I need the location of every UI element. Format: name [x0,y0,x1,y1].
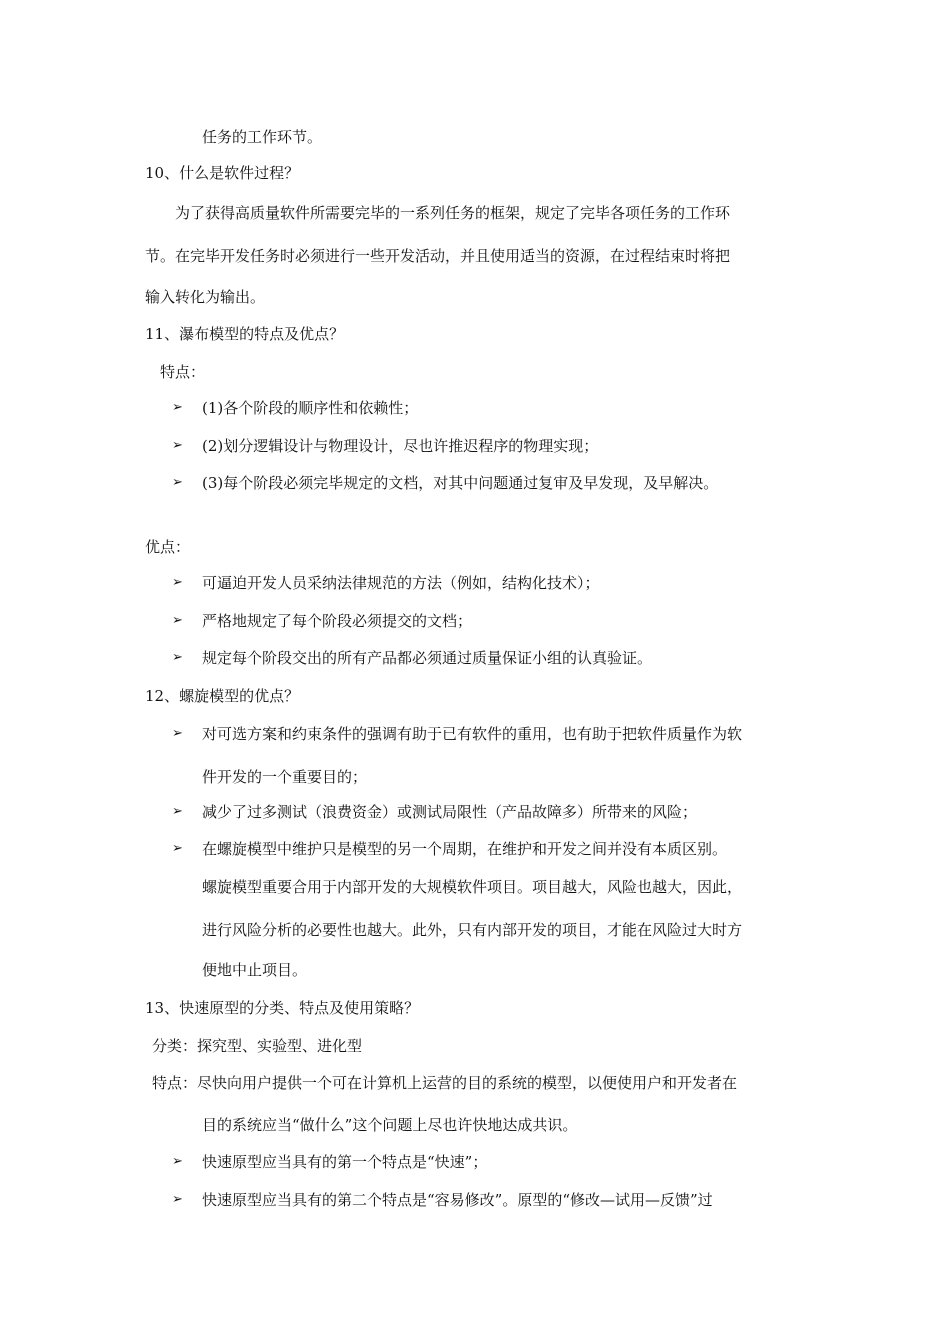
spiral-paragraph-line-1: 螺旋模型重要合用于内部开发的大规模软件项目。项目越大，风险也越大，因此， [202,878,743,896]
arrowhead-bullet-icon [172,843,184,855]
arrowhead-bullet-icon [172,652,184,664]
advantages-label: 优点： [145,538,191,556]
spiral-item-3: 在螺旋模型中维护只是模型的另一个周期，在维护和开发之间并没有本质区别。 [202,840,728,858]
advantage-item-1: 可逼迫开发人员采纳法律规范的方法（例如，结构化技术）； [202,574,600,592]
spiral-paragraph-line-2: 进行风险分析的必要性也越大。此外，只有内部开发的项目，才能在风险过大时方 [202,921,743,939]
arrowhead-bullet-icon [172,477,184,489]
arrowhead-bullet-icon [172,402,184,414]
feature-item-1: (1)各个阶段的顺序性和依赖性； [202,399,419,417]
question-12-heading: 12、螺旋模型的优点？ [145,687,300,705]
prototype-features-line-1: 特点：尽快向用户提供一个可在计算机上运营的目的系统的模型，以便使用户和开发者在 [152,1074,738,1092]
arrowhead-bullet-icon [172,806,184,818]
spiral-item-1-line-1: 对可选方案和约束条件的强调有助于已有软件的重用，也有助于把软件质量作为软 [202,725,743,743]
spiral-item-1-line-2: 件开发的一个重要目的； [202,768,368,786]
answer-10-line-1: 为了获得高质量软件所需要完毕的一系列任务的框架，规定了完毕各项任务的工作环 [175,204,731,222]
answer-10-line-2: 节。在完毕开发任务时必须进行一些开发活动，并且使用适当的资源，在过程结束时将把 [145,247,731,265]
question-13-heading: 13、快速原型的分类、特点及使用策略？ [145,999,420,1017]
prototype-rule-1: 快速原型应当具有的第一个特点是“快速”； [202,1153,488,1171]
arrowhead-bullet-icon [172,615,184,627]
arrowhead-bullet-icon [172,1156,184,1168]
arrowhead-bullet-icon [172,1194,184,1206]
advantage-item-3: 规定每个阶段交出的所有产品都必须通过质量保证小组的认真验证。 [202,649,653,667]
question-10-heading: 10、什么是软件过程？ [145,164,300,182]
arrowhead-bullet-icon [172,440,184,452]
features-label: 特点： [160,363,206,381]
spiral-paragraph-line-3: 便地中止项目。 [202,961,308,979]
advantage-item-2: 严格地规定了每个阶段必须提交的文档； [202,612,473,630]
question-11-heading: 11、瀑布模型的特点及优点？ [145,325,345,343]
continuation-text: 任务的工作环节。 [202,128,323,146]
feature-item-2: (2)划分逻辑设计与物理设计，尽也许推迟程序的物理实现； [202,437,599,455]
prototype-features-line-2: 目的系统应当“做什么”这个问题上尽也许快地达成共识。 [202,1116,578,1134]
spiral-item-2: 减少了过多测试（浪费资金）或测试局限性（产品故障多）所带来的风险； [202,803,698,821]
answer-10-line-3: 输入转化为输出。 [145,288,266,306]
classification-line: 分类：探究型、实验型、进化型 [152,1037,363,1055]
feature-item-3: (3)每个阶段必须完毕规定的文档，对其中问题通过复审及早发现，及早解决。 [202,474,719,492]
arrowhead-bullet-icon [172,728,184,740]
prototype-rule-2: 快速原型应当具有的第二个特点是“容易修改”。原型的“修改—试用—反馈”过 [202,1191,713,1209]
arrowhead-bullet-icon [172,577,184,589]
